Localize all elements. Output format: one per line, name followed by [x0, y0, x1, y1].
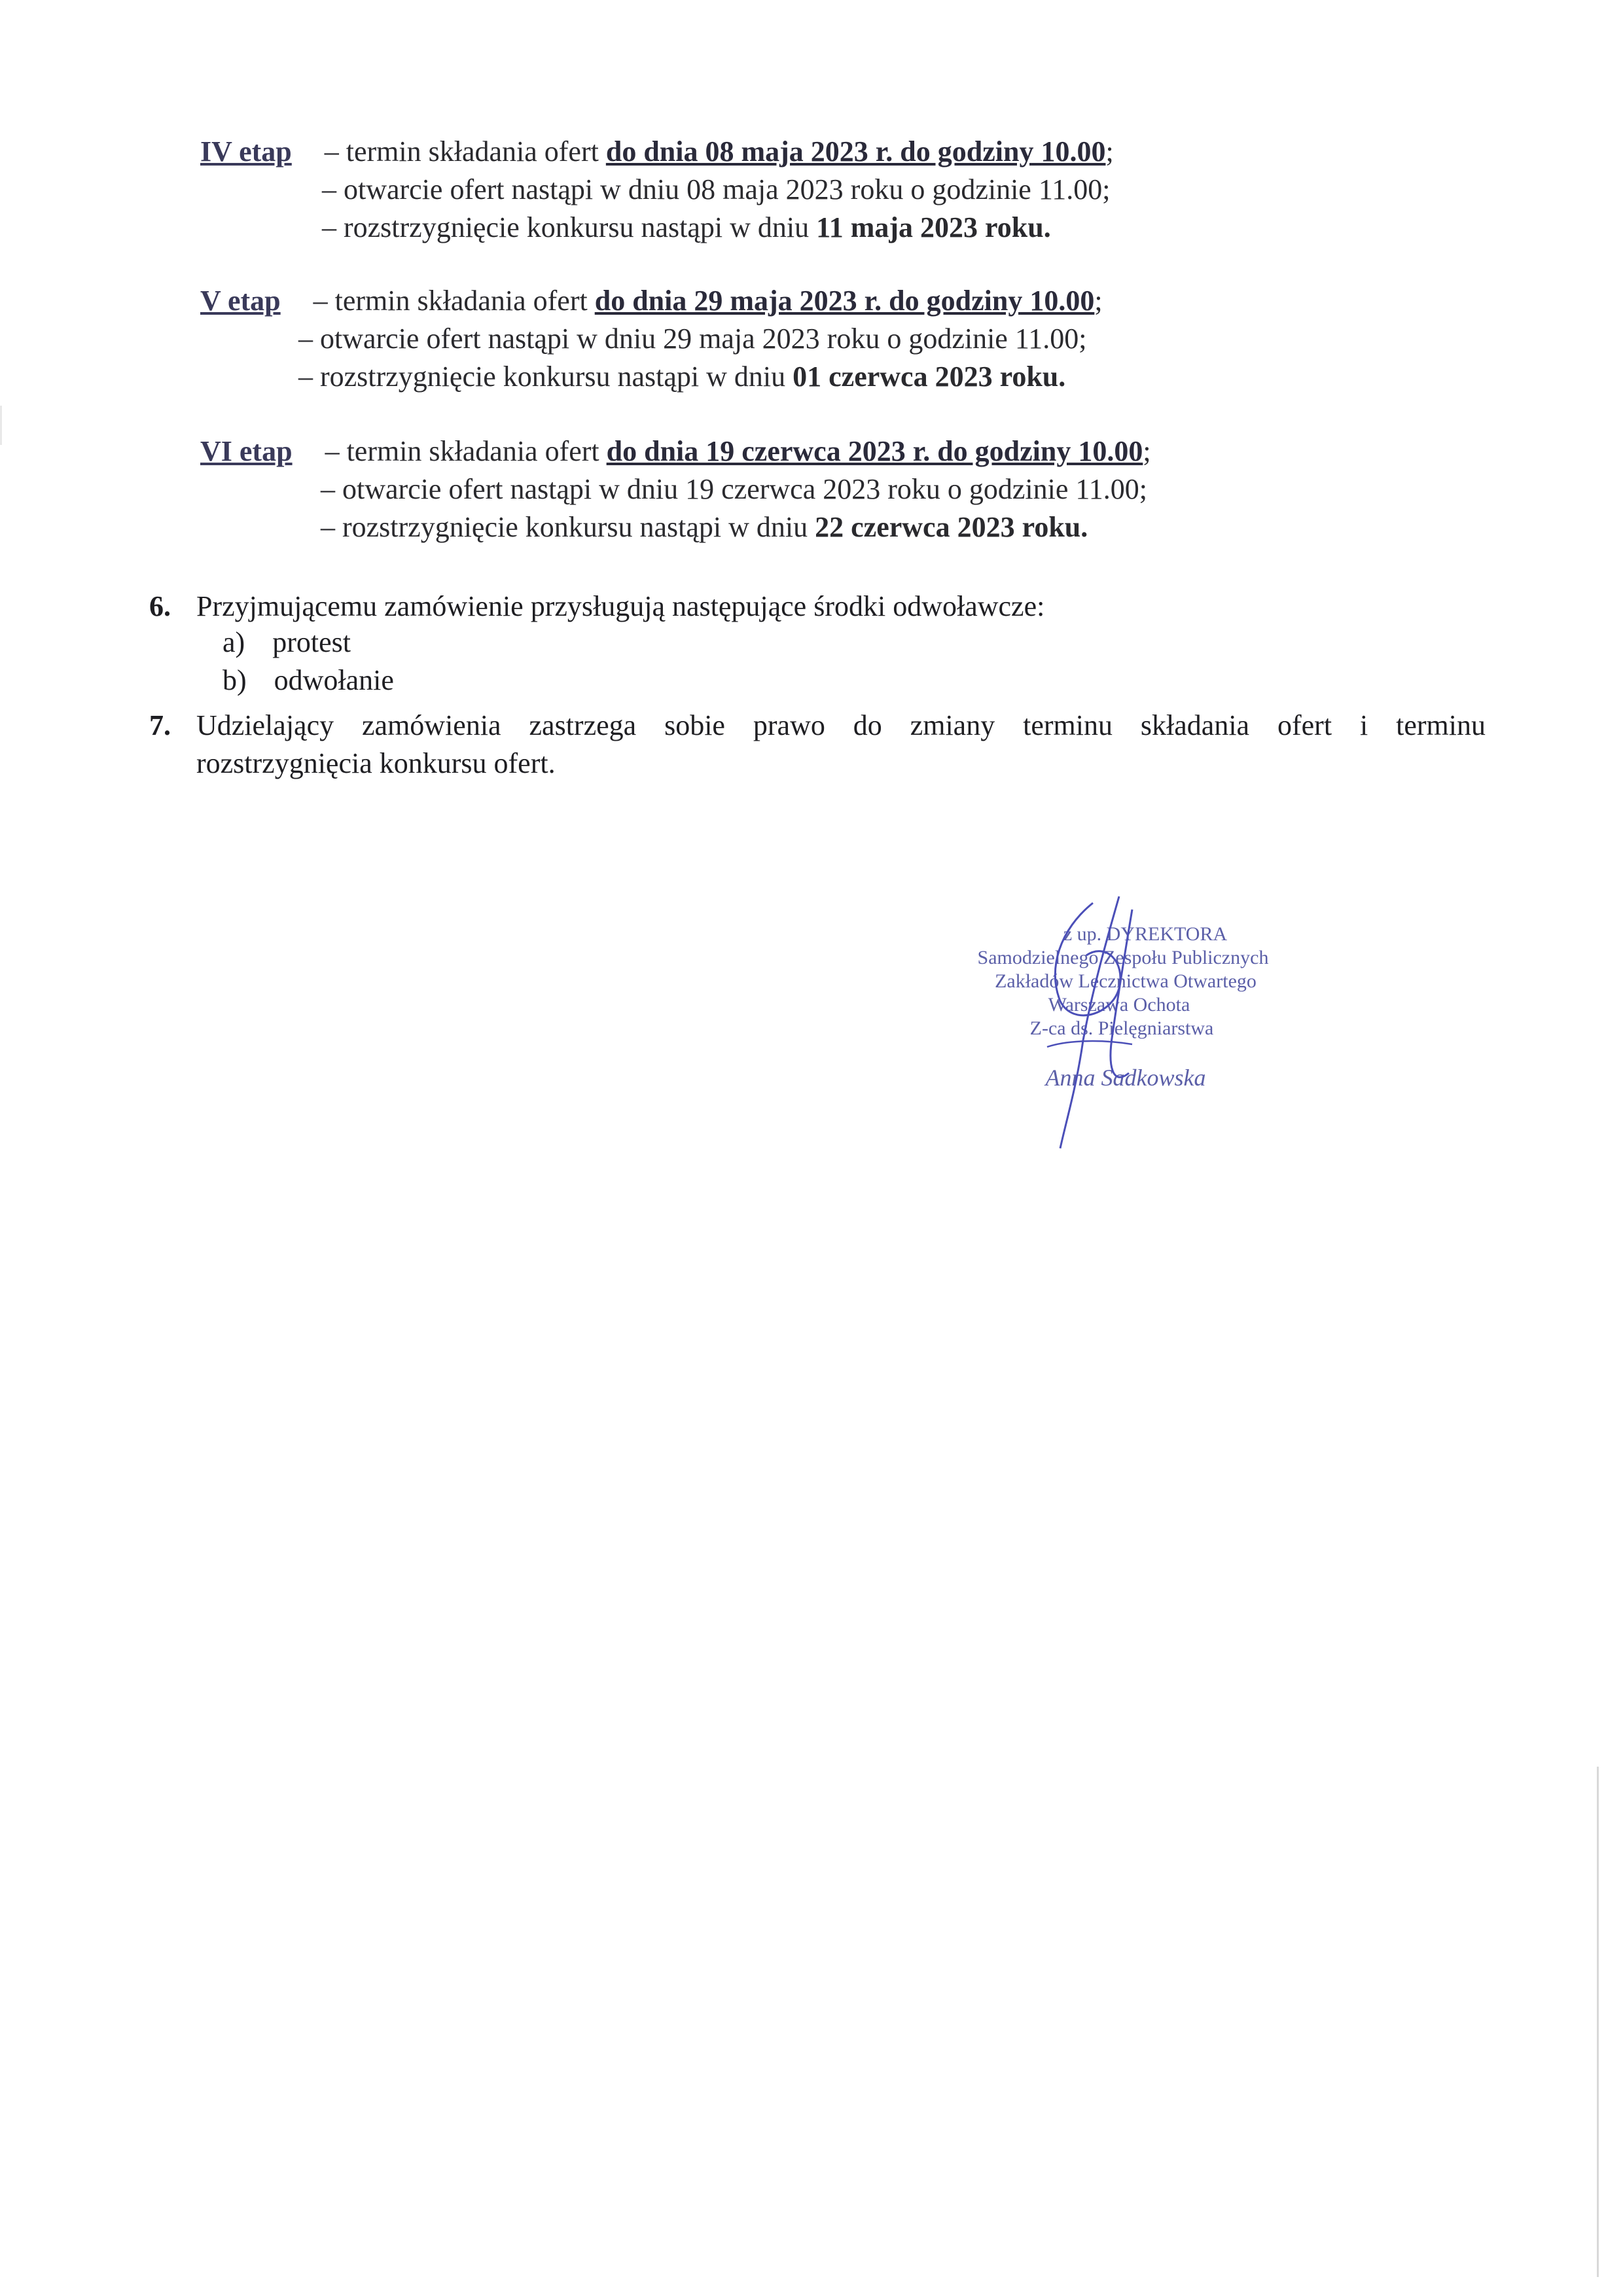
subitem-text: odwołanie: [274, 664, 394, 696]
item-number: 7.: [149, 709, 171, 741]
deadline-prefix: – termin składania ofert: [324, 135, 606, 168]
deadline-suffix: ;: [1094, 285, 1103, 317]
stamp-signatory-name: Anna Sadkowska: [1045, 1065, 1206, 1091]
stage-label: VI etap: [200, 435, 293, 467]
scan-edge-mark: [0, 406, 2, 445]
opening-line: – otwarcie ofert nastąpi w dniu 19 czerwca 2023 roku o godzinie 11.00;: [321, 473, 1147, 505]
subitem-a: [223, 624, 351, 661]
stamp-line: Z-ca ds. Pielęgniarstwa: [1029, 1017, 1214, 1039]
resolution-date: 11 maja 2023 roku.: [816, 211, 1051, 243]
stamp-line: Zakładów Lecznictwa Otwartego: [995, 970, 1257, 992]
subitem-marker: a): [223, 626, 245, 658]
stamp-line: Warszawa Ochota: [1048, 994, 1190, 1016]
resolution-date: 22 czerwca 2023 roku.: [815, 511, 1088, 543]
stamp-line: Samodzielnego Zespołu Publicznych: [977, 947, 1269, 968]
resolution-prefix: – rozstrzygnięcie konkursu nastąpi w dniu: [322, 211, 817, 243]
subitem-text: protest: [272, 626, 351, 658]
opening-line: – otwarcie ofert nastąpi w dniu 29 maja 2023 roku o godzinie 11.00;: [298, 323, 1087, 355]
handwritten-signature-icon: [1021, 890, 1178, 1152]
resolution-prefix: – rozstrzygnięcie konkursu nastąpi w dniu: [298, 361, 793, 393]
list-item-6: [149, 588, 1491, 705]
stage-label: IV etap: [200, 135, 292, 168]
opening-line: – otwarcie ofert nastąpi w dniu 08 maja 2023 roku o godzinie 11.00;: [322, 173, 1111, 205]
deadline-date: do dnia 19 czerwca 2023 r. do godziny 10.00: [606, 435, 1143, 467]
deadline-suffix: ;: [1143, 435, 1151, 467]
stamp-line: z up. DYREKTORA: [1063, 923, 1228, 945]
deadline-date: do dnia 29 maja 2023 r. do godziny 10.00: [594, 285, 1095, 317]
list-item-7: [149, 707, 1491, 792]
item-number: 6.: [149, 590, 171, 622]
item-text: Przyjmującemu zamówienie przysługują następujące środki odwoławcze:: [196, 590, 1045, 622]
deadline-prefix: – termin składania ofert: [313, 285, 595, 317]
subitem-b: [223, 662, 394, 699]
deadline-date: do dnia 08 maja 2023 r. do godziny 10.00: [605, 135, 1106, 168]
item-text-line-2: rozstrzygnięcia konkursu ofert.: [196, 747, 556, 779]
stage-label: V etap: [200, 285, 281, 317]
subitem-marker: b): [223, 664, 247, 696]
scan-edge-mark: [1597, 1767, 1599, 2277]
item-text-line-1: Udzielający zamówienia zastrzega sobie prawo do zmiany terminu składania ofert i terminu: [196, 709, 1486, 741]
deadline-suffix: ;: [1105, 135, 1114, 168]
deadline-prefix: – termin składania ofert: [325, 435, 607, 467]
resolution-prefix: – rozstrzygnięcie konkursu nastąpi w dniu: [321, 511, 815, 543]
resolution-date: 01 czerwca 2023 roku.: [793, 361, 1066, 393]
